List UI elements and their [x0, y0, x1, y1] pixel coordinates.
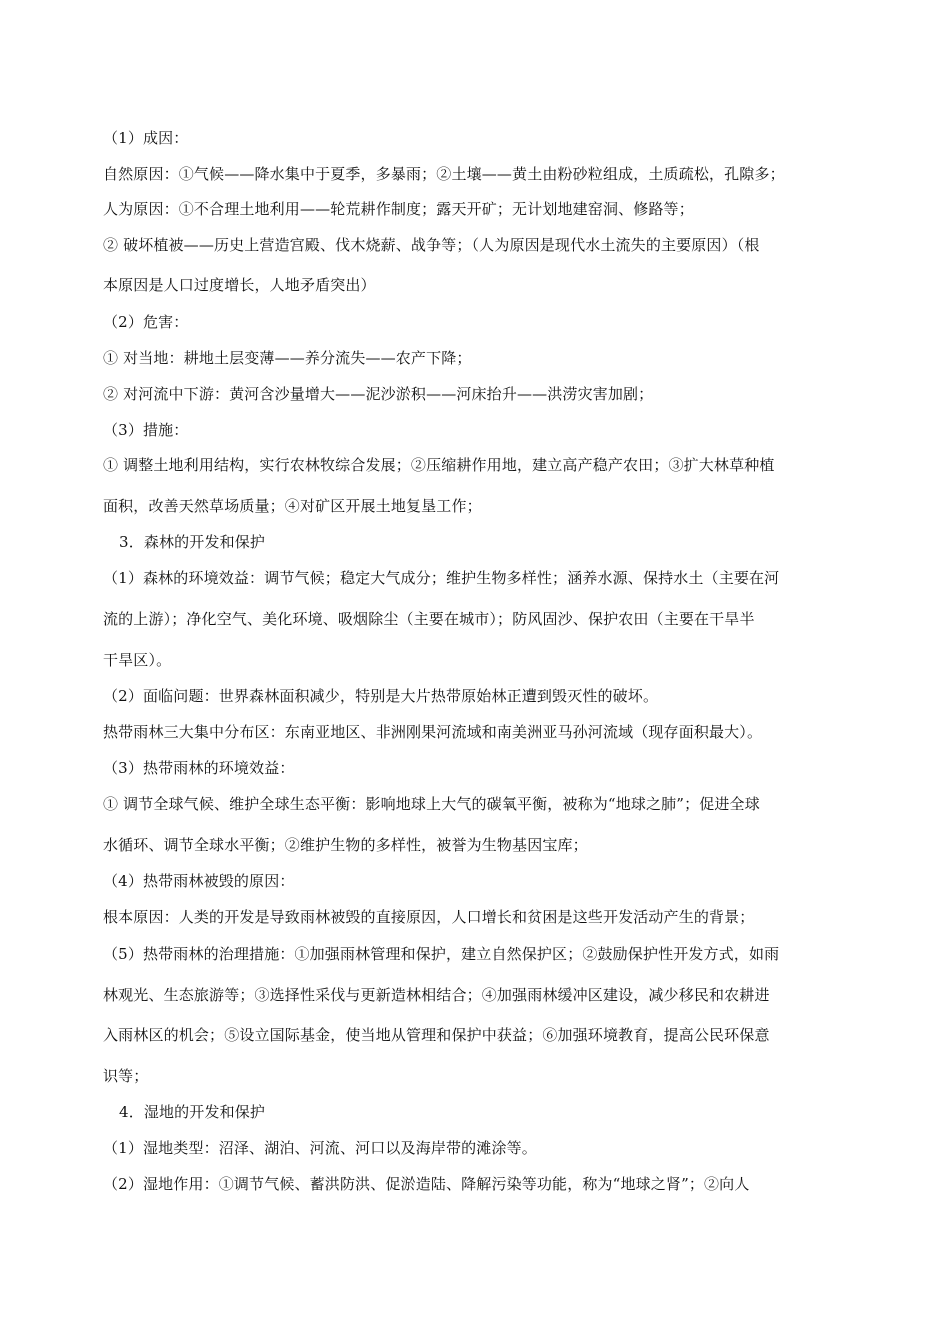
text-line: （2）面临问题：世界森林面积减少，特别是大片热带原始林正遭到毁灭性的破坏。 [103, 687, 659, 705]
text-line: 人为原因：①不合理土地利用——轮荒耕作制度；露天开矿；无计划地建窑洞、修路等； [103, 200, 694, 218]
text-line: 干旱区）。 [103, 651, 172, 669]
text-line: （1）成因： [103, 129, 189, 147]
text-line: 入雨林区的机会；⑤设立国际基金，使当地从管理和保护中获益；⑥加强环境教育，提高公民环保意 [103, 1026, 770, 1044]
text-line: ① 调节全球气候、维护全球生态平衡：影响地球上大气的碳氧平衡，被称为“地球之肺”；促进全球 [103, 795, 760, 813]
document-page [103, 0, 849, 1344]
text-line: （5）热带雨林的治理措施：①加强雨林管理和保护，建立自然保护区；②鼓励保护性开发方式，如雨 [103, 945, 780, 963]
text-line: 流的上游）；净化空气、美化环境、吸烟除尘（主要在城市）；防风固沙、保护农田（主要在干旱半 [103, 610, 755, 628]
text-line: 水循环、调节全球水平衡；②维护生物的多样性，被誉为生物基因宝库； [103, 836, 588, 854]
section-heading: 4．湿地的开发和保护 [119, 1103, 266, 1121]
text-line: （4）热带雨林被毁的原因： [103, 872, 295, 890]
text-line: ② 对河流中下游：黄河含沙量增大——泥沙淤积——河床抬升——洪涝灾害加剧； [103, 385, 654, 403]
text-line: 自然原因：①气候——降水集中于夏季，多暴雨；②土壤——黄土由粉砂粒组成，土质疏松，孔隙多； [103, 165, 785, 183]
section-heading: 3．森林的开发和保护 [119, 533, 266, 551]
text-line: 面积，改善天然草场质量；④对矿区开展土地复垦工作； [103, 497, 482, 515]
text-line: ① 调整土地利用结构，实行农林牧综合发展；②压缩耕作用地，建立高产稳产农田；③扩大林草种植 [103, 456, 775, 474]
text-line: （2）危害： [103, 313, 189, 331]
text-line: 根本原因：人类的开发是导致雨林被毁的直接原因，人口增长和贫困是这些开发活动产生的背景； [103, 908, 755, 926]
text-line: （1）湿地类型：沼泽、湖泊、河流、河口以及海岸带的滩涂等。 [103, 1139, 537, 1157]
text-line: 本原因是人口过度增长，人地矛盾突出） [103, 276, 376, 294]
text-line: 林观光、生态旅游等；③选择性采伐与更新造林相结合；④加强雨林缓冲区建设，减少移民和农耕进 [103, 986, 770, 1004]
text-line: （2）湿地作用：①调节气候、蓄洪防洪、促淤造陆、降解污染等功能，称为“地球之肾”；②向人 [103, 1175, 750, 1193]
text-line: 识等； [103, 1067, 149, 1085]
text-line: 热带雨林三大集中分布区：东南亚地区、非洲刚果河流域和南美洲亚马孙河流域（现存面积最大）。 [103, 723, 763, 741]
text-line: （3）措施： [103, 421, 189, 439]
text-line: （3）热带雨林的环境效益： [103, 759, 295, 777]
text-line: ① 对当地：耕地土层变薄——养分流失——农产下降； [103, 349, 472, 367]
text-line: ② 破坏植被——历史上营造宫殿、伐木烧薪、战争等；（人为原因是现代水土流失的主要原因）（根 [103, 236, 760, 254]
text-line: （1）森林的环境效益：调节气候；稳定大气成分；维护生物多样性；涵养水源、保持水土（主要在河 [103, 569, 780, 587]
